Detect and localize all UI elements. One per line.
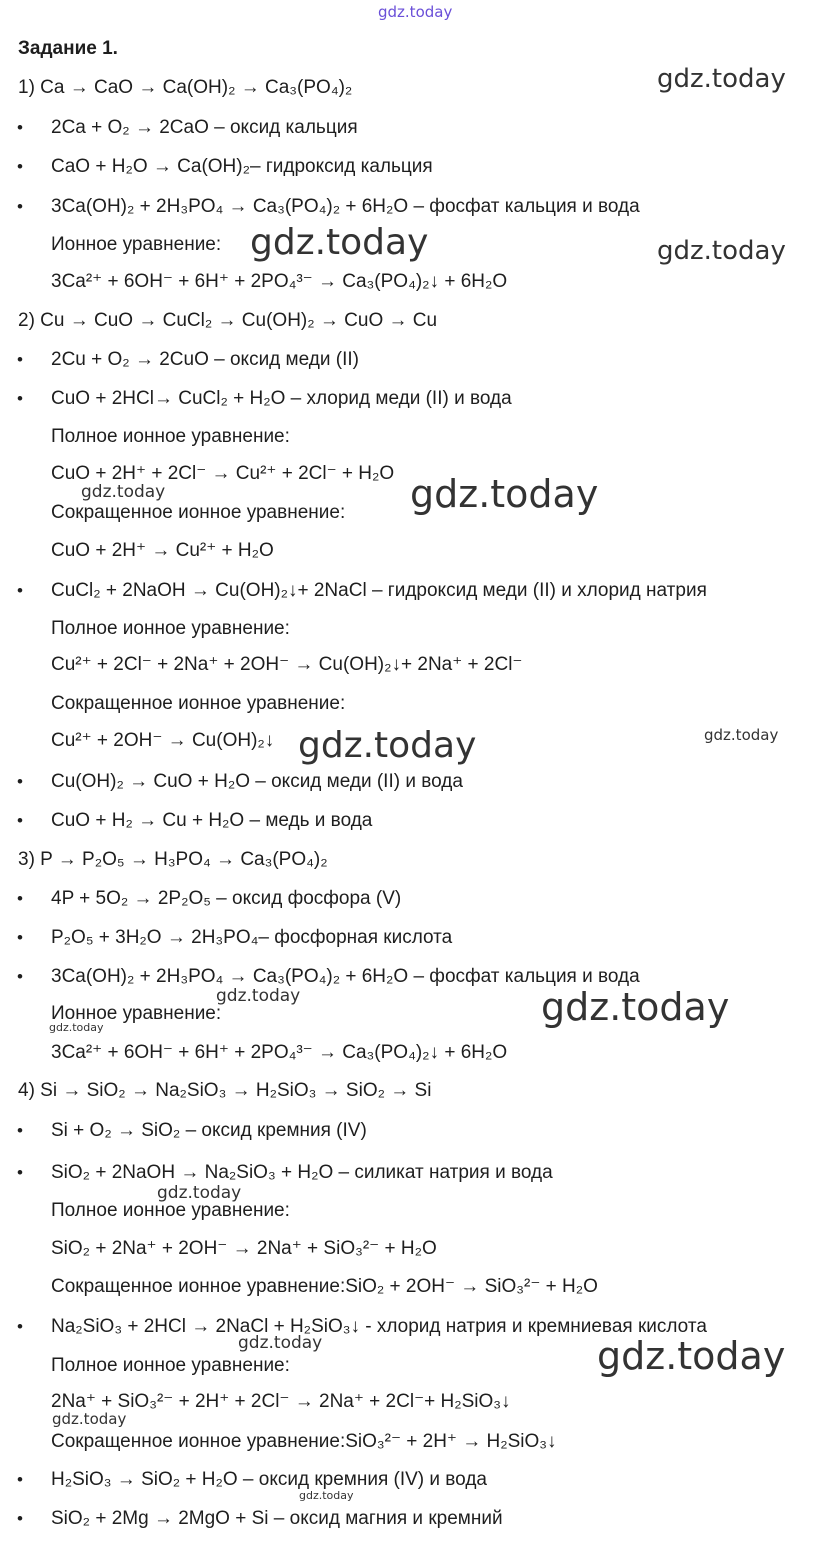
- watermark: gdz.today: [52, 1410, 127, 1428]
- ionic-equation: 3Ca²⁺ + 6OH⁻ + 6H⁺ + 2PO₄³⁻ → Ca₃(PO₄)₂↓ + 6H₂O: [51, 1042, 508, 1063]
- reaction-line: • Cu(OH)₂ → CuO + H₂O – оксид меди (II) и вода: [18, 771, 463, 793]
- ionic-equation: Сокращенное ионное уравнение:SiO₃²⁻ + 2H⁺ → H₂SiO₃↓: [51, 1431, 557, 1452]
- watermark: gdz.today: [81, 482, 166, 502]
- ionic-equation: Сокращенное ионное уравнение:SiO₂ + 2OH⁻ → SiO₃²⁻ + H₂O: [51, 1276, 598, 1297]
- watermark: gdz.today: [298, 725, 477, 766]
- watermark: gdz.today: [299, 1489, 354, 1502]
- ionic-equation: CuO + 2H⁺ + 2Cl⁻ → Cu²⁺ + 2Cl⁻ + H₂O: [51, 463, 395, 484]
- reaction-line: • CuO + H₂ → Cu + H₂O – медь и вода: [18, 810, 372, 832]
- reaction-line: • 2Ca + O₂ → 2CaO – оксид кальция: [18, 117, 358, 139]
- equation-label: Ионное уравнение:: [51, 234, 222, 255]
- watermark: gdz.today: [157, 1183, 242, 1203]
- reaction-line: • P₂O₅ + 3H₂O → 2H₃PO₄– фосфорная кислота: [18, 927, 452, 949]
- watermark: gdz.today: [378, 3, 453, 21]
- section-1-chain: 1) Ca → CaO → Ca(OH)₂ → Ca₃(PO₄)₂: [18, 77, 353, 98]
- reaction-line: • CuO + 2HCl→ CuCl₂ + H₂O – хлорид меди (II) и вода: [18, 388, 512, 410]
- equation-label: Ионное уравнение:: [51, 1003, 222, 1024]
- watermark: gdz.today: [704, 726, 779, 744]
- watermark: gdz.today: [657, 64, 786, 94]
- watermark: gdz.today: [541, 985, 730, 1029]
- reaction-line: • H₂SiO₃ → SiO₂ + H₂O – оксид кремния (IV) и вода: [18, 1469, 487, 1491]
- watermark: gdz.today: [49, 1021, 104, 1034]
- task-title: Задание 1.: [18, 38, 118, 59]
- reaction-line: • SiO₂ + 2NaOH → Na₂SiO₃ + H₂O – силикат натрия и вода: [18, 1162, 553, 1184]
- ionic-equation: 3Ca²⁺ + 6OH⁻ + 6H⁺ + 2PO₄³⁻ → Ca₃(PO₄)₂↓ + 6H₂O: [51, 271, 508, 292]
- reaction-line: • 3Ca(OH)₂ + 2H₃PO₄ → Ca₃(PO₄)₂ + 6H₂O – фосфат кальция и вода: [18, 196, 640, 218]
- equation-label: Сокращенное ионное уравнение:: [51, 502, 346, 523]
- section-2-chain: 2) Cu → CuO → CuCl₂ → Cu(OH)₂ → CuO → Cu: [18, 310, 438, 331]
- ionic-equation: SiO₂ + 2Na⁺ + 2OH⁻ → 2Na⁺ + SiO₃²⁻ + H₂O: [51, 1238, 437, 1259]
- watermark: gdz.today: [410, 472, 599, 516]
- equation-label: Полное ионное уравнение:: [51, 618, 290, 639]
- equation-label: Полное ионное уравнение:: [51, 1355, 290, 1376]
- watermark: gdz.today: [238, 1333, 323, 1353]
- reaction-line: • CaO + H₂O → Ca(OH)₂– гидроксид кальция: [18, 156, 433, 178]
- ionic-equation: Cu²⁺ + 2OH⁻ → Cu(OH)₂↓: [51, 730, 275, 751]
- watermark: gdz.today: [597, 1334, 786, 1378]
- watermark: gdz.today: [657, 236, 786, 266]
- reaction-line: • 3Ca(OH)₂ + 2H₃PO₄ → Ca₃(PO₄)₂ + 6H₂O – фосфат кальция и вода: [18, 966, 640, 988]
- watermark: gdz.today: [250, 222, 429, 263]
- ionic-equation: Cu²⁺ + 2Cl⁻ + 2Na⁺ + 2OH⁻ → Cu(OH)₂↓+ 2Na⁺ + 2Cl⁻: [51, 654, 523, 675]
- section-4-chain: 4) Si → SiO₂ → Na₂SiO₃ → H₂SiO₃ → SiO₂ → Si: [18, 1080, 432, 1101]
- reaction-line: • 2Cu + O₂ → 2CuO – оксид меди (II): [18, 349, 359, 371]
- reaction-line: • CuCl₂ + 2NaOH → Cu(OH)₂↓+ 2NaCl – гидроксид меди (II) и хлорид натрия: [18, 580, 707, 602]
- equation-label: Полное ионное уравнение:: [51, 1200, 290, 1221]
- reaction-line: • SiO₂ + 2Mg → 2MgO + Si – оксид магния и кремний: [18, 1508, 503, 1530]
- reaction-line: • Na₂SiO₃ + 2HCl → 2NaCl + H₂SiO₃↓ - хлорид натрия и кремниевая кислота: [18, 1316, 707, 1338]
- ionic-equation: CuO + 2H⁺ → Cu²⁺ + H₂O: [51, 540, 274, 561]
- section-3-chain: 3) P → P₂O₅ → H₃PO₄ → Ca₃(PO₄)₂: [18, 849, 328, 870]
- equation-label: Сокращенное ионное уравнение:: [51, 693, 346, 714]
- reaction-line: • Si + O₂ → SiO₂ – оксид кремния (IV): [18, 1120, 367, 1142]
- ionic-equation: 2Na⁺ + SiO₃²⁻ + 2H⁺ + 2Cl⁻ → 2Na⁺ + 2Cl⁻+ H₂SiO₃↓: [51, 1391, 511, 1412]
- equation-label: Полное ионное уравнение:: [51, 426, 290, 447]
- watermark: gdz.today: [216, 986, 301, 1006]
- reaction-line: • 4P + 5O₂ → 2P₂O₅ – оксид фосфора (V): [18, 888, 401, 910]
